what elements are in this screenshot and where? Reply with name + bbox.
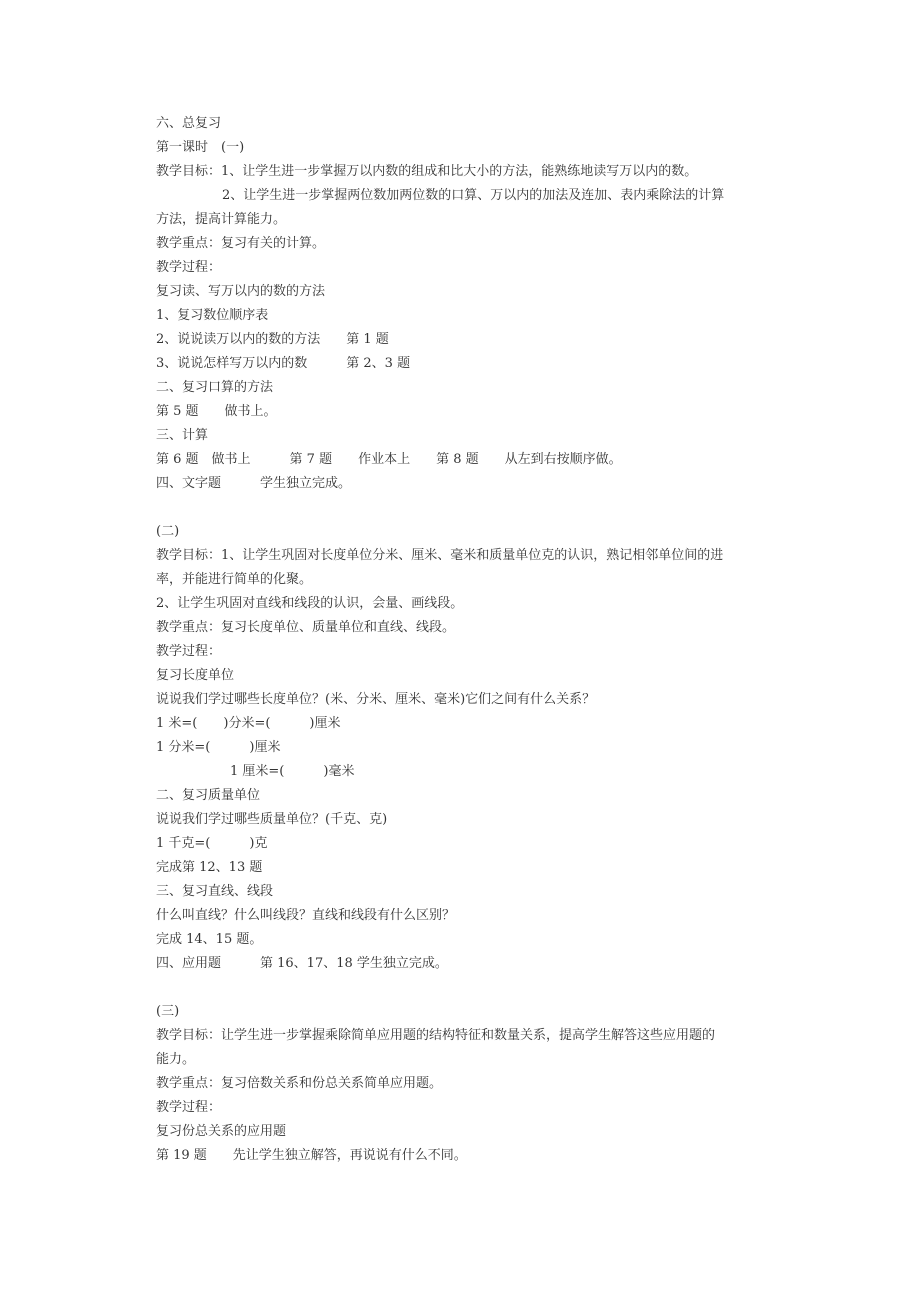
text-line: 第 19 题 先让学生独立解答，再说说有什么不同。 — [156, 1148, 467, 1163]
lesson-title: (三) — [156, 1004, 180, 1019]
text-line: 什么叫直线？什么叫线段？直线和线段有什么区别？ — [156, 908, 456, 923]
subsection-heading: 二、复习口算的方法 — [156, 380, 274, 395]
objective-line: 能力。 — [156, 1052, 196, 1067]
text-line: 说说我们学过哪些长度单位？(米、分米、厘米、毫米)它们之间有什么关系？ — [156, 692, 596, 707]
text-line: 1、复习数位顺序表 — [156, 308, 269, 323]
exercise-line: 1 厘米=( )毫米 — [230, 764, 355, 779]
text-line: 3、说说怎样写万以内的数 第 2、3 题 — [156, 356, 411, 371]
objective-line: 教学目标：让学生进一步掌握乘除简单应用题的结构特征和数量关系，提高学生解答这些应用题的 — [156, 1028, 716, 1043]
objective-line: 教学目标：1、让学生巩固对长度单位分米、厘米、毫米和质量单位克的认识，熟记相邻单位间的进 — [156, 548, 724, 563]
text-line: 完成第 12、13 题 — [156, 860, 263, 875]
objective-line: 2、让学生巩固对直线和线段的认识，会量、画线段。 — [156, 596, 464, 611]
subsection-heading: 四、文字题 学生独立完成。 — [156, 476, 352, 491]
text-line: 第 6 题 做书上 第 7 题 作业本上 第 8 题 从左到右按顺序做。 — [156, 452, 622, 467]
text-line: 2、说说读万以内的数的方法 第 1 题 — [156, 332, 389, 347]
objective-line: 率，并能进行简单的化聚。 — [156, 572, 313, 587]
subsection-heading: 二、复习质量单位 — [156, 788, 261, 803]
process-label: 教学过程： — [156, 260, 222, 275]
key-point-line: 教学重点：复习倍数关系和份总关系简单应用题。 — [156, 1076, 443, 1091]
objective-line: 方法，提高计算能力。 — [156, 212, 287, 227]
text-line: 第 5 题 做书上。 — [156, 404, 277, 419]
text-line: 复习份总关系的应用题 — [156, 1124, 287, 1139]
text-line: 说说我们学过哪些质量单位？(千克、克) — [156, 812, 388, 827]
exercise-line: 1 米=( )分米=( )厘米 — [156, 716, 341, 731]
lesson-title: 第一课时 (一) — [156, 140, 245, 155]
text-line: 复习读、写万以内的数的方法 — [156, 284, 326, 299]
section-heading: 六、总复习 — [156, 116, 222, 131]
exercise-line: 1 分米=( )厘米 — [156, 740, 281, 755]
exercise-line: 1 千克=( )克 — [156, 836, 268, 851]
process-label: 教学过程： — [156, 644, 222, 659]
subsection-heading: 三、计算 — [156, 428, 209, 443]
process-label: 教学过程： — [156, 1100, 222, 1115]
subsection-heading: 四、应用题 第 16、17、18 学生独立完成。 — [156, 956, 448, 971]
text-line: 完成 14、15 题。 — [156, 932, 263, 947]
key-point-line: 教学重点：复习长度单位、质量单位和直线、线段。 — [156, 620, 456, 635]
subsection-heading: 三、复习直线、线段 — [156, 884, 274, 899]
objective-line: 教学目标：1、让学生进一步掌握万以内数的组成和比大小的方法，能熟练地读写万以内的数。 — [156, 164, 698, 179]
objective-line: 2、让学生进一步掌握两位数加两位数的口算、万以内的加法及连加、表内乘除法的计算 — [222, 188, 725, 203]
key-point-line: 教学重点：复习有关的计算。 — [156, 236, 326, 251]
lesson-title: (二) — [156, 524, 180, 539]
text-line: 复习长度单位 — [156, 668, 235, 683]
